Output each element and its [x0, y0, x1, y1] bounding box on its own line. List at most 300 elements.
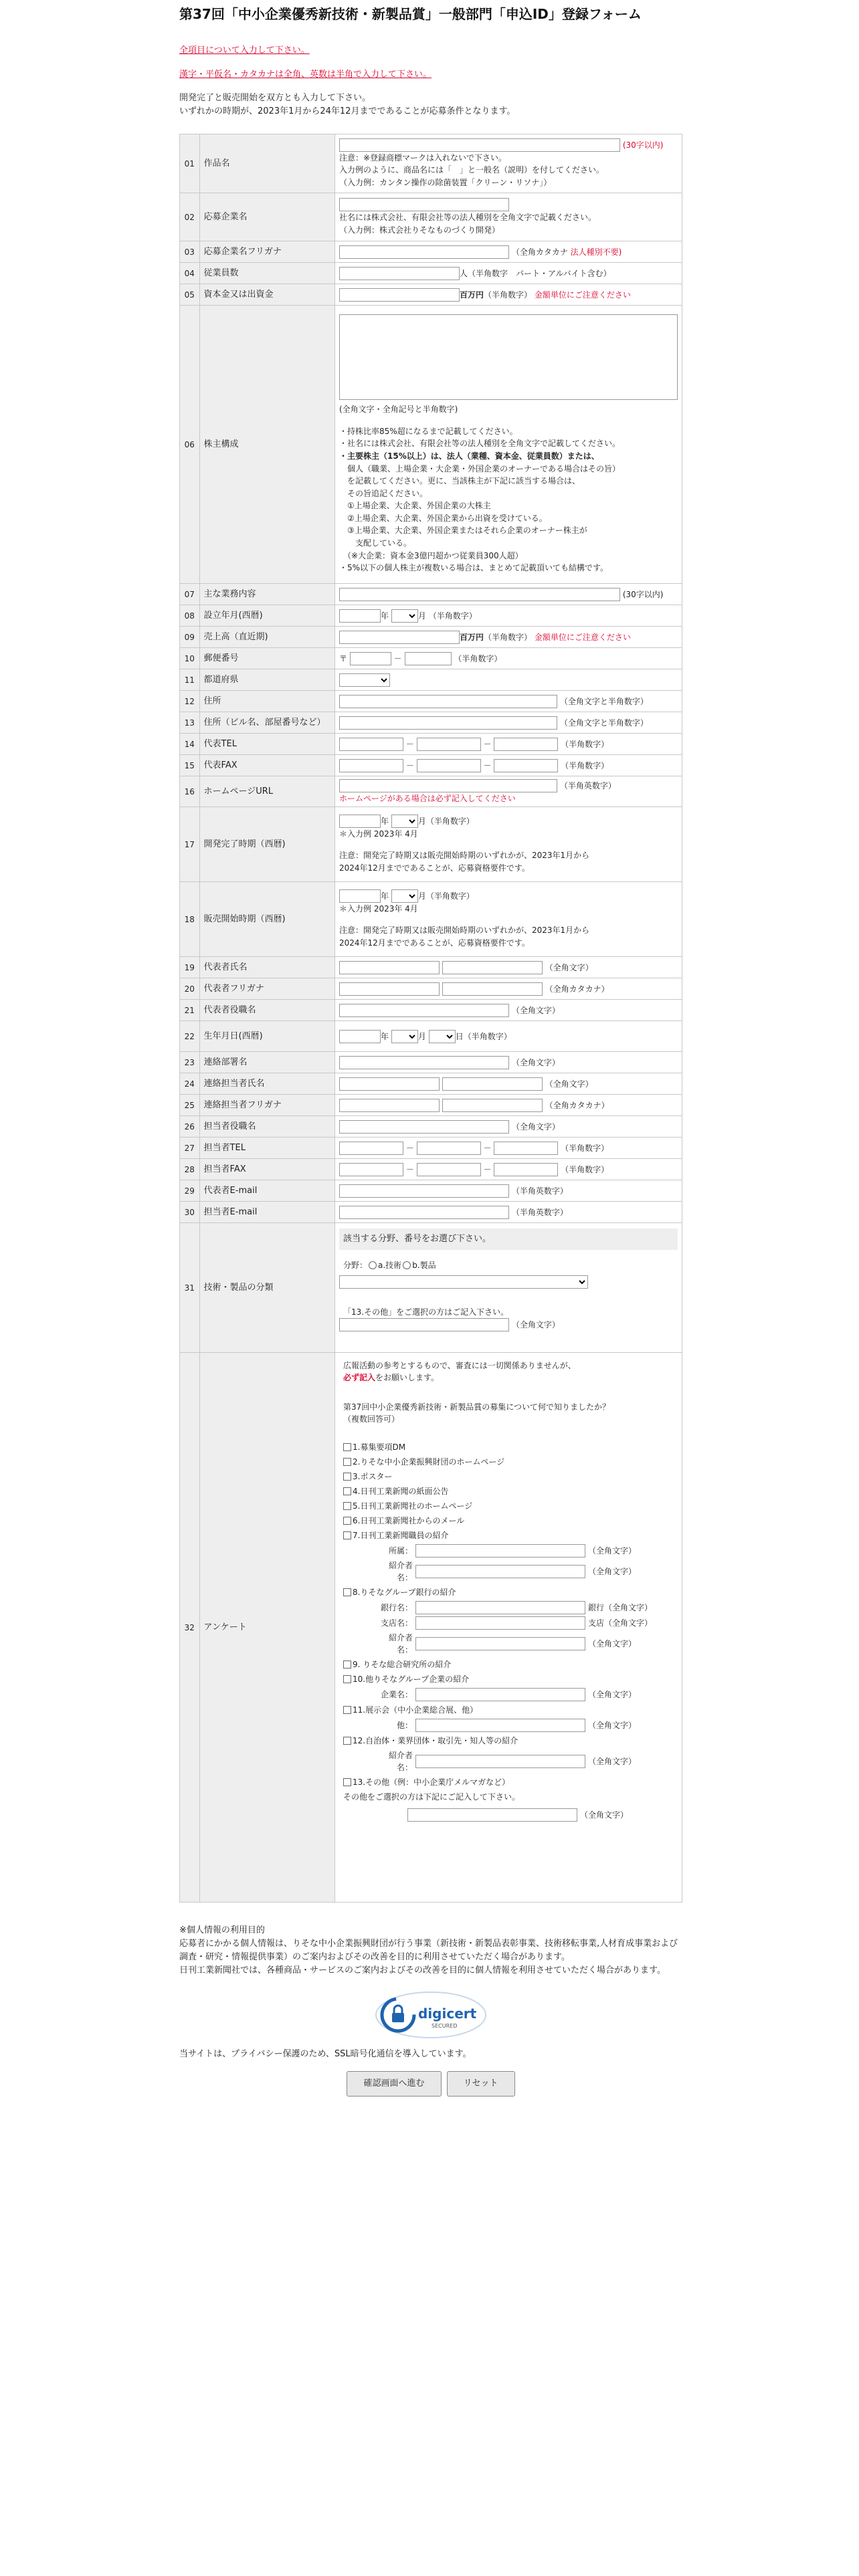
note-line: 社名には株式会社、有限会社等の法人種別を全角文字で記載ください。 — [339, 212, 597, 222]
note-line: 個人（職業、上場企業・大企業・外国企業のオーナーである場合はその旨） — [339, 463, 621, 473]
row-company-name — [180, 193, 682, 241]
dash: － — [483, 1143, 492, 1153]
row-label: 代表者E-mail — [199, 1180, 335, 1202]
dash: － — [483, 739, 492, 749]
contact-title-input[interactable] — [339, 1120, 509, 1134]
survey-question: 第37回中小企業優秀新技術・新製品賞の募集について何で知りましたか？ — [343, 1402, 611, 1412]
privacy-title: ※個人情報の利用目的 — [179, 1925, 265, 1935]
checkbox-opt11[interactable] — [343, 1706, 351, 1714]
opt7-dept-input[interactable] — [415, 1544, 585, 1558]
contact-email-input[interactable] — [339, 1206, 509, 1219]
birth-month-select[interactable] — [391, 1030, 418, 1043]
digicert-seal-icon[interactable] — [374, 1990, 488, 2040]
dash: － — [405, 760, 414, 770]
note-line: 入力例のように、商品名には「 」と一般名（説明）を付してください。 — [339, 165, 605, 175]
row-contact-email — [180, 1202, 682, 1223]
format-hint: （全角文字） — [545, 1079, 593, 1089]
day-label: 日 — [455, 1031, 464, 1041]
row-dev-complete — [180, 807, 682, 882]
row-label: 代表者氏名 — [199, 957, 335, 978]
page-title: 第37回「中小企業優秀新技術・新製品賞」一般部門「申込ID」登録フォーム — [179, 6, 642, 22]
sub-label: 紹介者名： — [388, 1633, 413, 1654]
unit-label: 百万円 — [460, 632, 484, 642]
format-hint: 人（半角数字 パート・アルバイト含む） — [460, 268, 611, 278]
row-number: 31 — [180, 1223, 200, 1353]
established-year-input[interactable] — [339, 609, 381, 623]
row-rep-name — [180, 957, 682, 978]
row-number: 01 — [180, 134, 200, 193]
opt10-company-input[interactable] — [415, 1688, 585, 1701]
opt6-label: 6.日刊工業新聞社からのメール — [353, 1516, 465, 1525]
privacy-text: 応募者にかかる個人情報は、りそな中小企業振興財団が行う事業（新技術・新製品表彰事業、技術移転事業,人材育成事業および調査・研究・情報提供事業）のご案内およびその改善を目的に利用させていただく場合があります。 — [179, 1939, 678, 1963]
row-label: 連絡担当者フリガナ — [199, 1095, 335, 1116]
note-line: （※大企業：資本金3億円超かつ従業員300人超） — [339, 550, 523, 560]
note-line: ③上場企業、大企業、外国企業またはそれら企業のオーナー株主が — [339, 526, 587, 536]
note-line: ・主要株主（15%以上）は、法人（業種、資本金、従業員数）または、 — [339, 451, 599, 461]
seal-sub-text: SECURED — [432, 2022, 458, 2029]
row-number: 18 — [180, 882, 200, 957]
row-business — [180, 584, 682, 605]
contact-last-furigana-input[interactable] — [339, 1099, 440, 1112]
format-hint: （全角文字） — [545, 962, 593, 972]
checkbox-opt3[interactable] — [343, 1473, 351, 1481]
company-name-input[interactable] — [339, 198, 509, 211]
opt1-label: 1.募集要項DM — [353, 1442, 406, 1452]
rep-first-name-input[interactable] — [442, 961, 543, 974]
example-text: ＊入力例 2023年 4月 — [339, 829, 418, 839]
row-number: 07 — [180, 584, 200, 605]
format-hint: （全角文字） — [588, 1567, 637, 1576]
seal-text: digicert — [418, 2005, 477, 2022]
note-line: 注意：※登録商標マークは入れないで下さい。 — [339, 152, 507, 163]
warning-text: 金額単位にご注意ください — [534, 632, 631, 642]
note-line: ・持株比率85%超になるまで記載してください。 — [339, 426, 518, 436]
row-shareholders — [180, 306, 682, 584]
sub-label: 銀行名： — [380, 1603, 413, 1612]
radio-technology-label: a.技術 — [378, 1260, 402, 1270]
contact-fax-3-input[interactable] — [494, 1163, 558, 1176]
row-contact-tel — [180, 1138, 682, 1159]
intro-line-1: 開発完了と販売開始を双方とも入力して下さい。 — [179, 93, 371, 103]
sub-label: 紹介者名： — [388, 1751, 413, 1772]
opt13-label: 13.その他（例：中小企業庁メルマガなど） — [353, 1778, 510, 1787]
row-homepage — [180, 776, 682, 807]
opt4-label: 4.日刊工業新聞の紙面公告 — [353, 1487, 449, 1496]
row-label: 代表FAX — [199, 755, 335, 776]
capital-input[interactable] — [339, 288, 460, 302]
category-heading: 該当する分野、番号をお選び下さい。 — [339, 1228, 678, 1250]
contact-dept-input[interactable] — [339, 1056, 509, 1069]
row-label: 都道府県 — [199, 669, 335, 691]
intro-text — [179, 92, 682, 118]
row-label: 住所（ビル名、部屋番号など） — [199, 712, 335, 734]
row-label: 応募企業名 — [199, 193, 335, 241]
fax-2-input[interactable] — [417, 759, 481, 772]
dash: － — [483, 1164, 492, 1174]
radio-product[interactable] — [403, 1261, 411, 1269]
format-hint: 銀行（全角文字） — [588, 1603, 653, 1612]
contact-tel-3-input[interactable] — [494, 1142, 558, 1155]
format-hint: （半角数字） — [561, 1164, 609, 1174]
form-page — [179, 0, 682, 2097]
row-label: ホームページURL — [199, 776, 335, 807]
checkbox-opt1[interactable] — [343, 1443, 351, 1451]
row-contact-title — [180, 1116, 682, 1138]
row-number: 21 — [180, 1000, 200, 1021]
note-line: ・5%以下の個人株主が複数いる場合は、まとめて記載頂いても結構です。 — [339, 563, 609, 573]
format-hint: （半角数字） — [561, 739, 609, 749]
checkbox-opt5[interactable] — [343, 1502, 351, 1510]
sub-label: 支店名： — [380, 1618, 413, 1628]
row-company-furigana — [180, 241, 682, 263]
opt7-referrer-input[interactable] — [415, 1565, 585, 1578]
row-label: 代表者役職名 — [199, 1000, 335, 1021]
field-label: 分野： — [343, 1260, 368, 1270]
note-line: 支配している。 — [339, 538, 412, 548]
format-hint: （半角数字） — [454, 653, 502, 663]
month-label: 月 — [417, 891, 426, 901]
prefecture-select[interactable] — [339, 673, 390, 687]
row-number: 17 — [180, 807, 200, 882]
row-number: 32 — [180, 1353, 200, 1903]
format-hint: （半角数字） — [561, 760, 609, 770]
format-hint: （全角文字） — [588, 1757, 637, 1766]
format-hint: （全角文字） — [511, 1319, 560, 1329]
example-text: ＊入力例 2023年 4月 — [339, 903, 418, 914]
row-rep-email — [180, 1180, 682, 1202]
note-line: 注意：開発完了時期又は販売開始時期のいずれかが、2023年1月から — [339, 926, 590, 936]
row-contact-fax — [180, 1159, 682, 1180]
format-hint: （全角文字） — [580, 1810, 629, 1820]
opt12-label: 12.自治体・業界団体・取引先・知人等の紹介 — [353, 1736, 518, 1745]
row-number: 15 — [180, 755, 200, 776]
postal-code-2-input[interactable] — [405, 652, 452, 665]
contact-tel-2-input[interactable] — [417, 1142, 481, 1155]
format-hint: （半角数字） — [425, 816, 474, 826]
row-sales-start — [180, 882, 682, 957]
format-hint: （半角数字） — [561, 1143, 609, 1153]
row-label: 担当者TEL — [199, 1138, 335, 1159]
row-sales — [180, 627, 682, 648]
note-line: 2024年12月までであることが、応募資格要件です。 — [339, 863, 530, 873]
sub-label: 企業名： — [380, 1690, 413, 1699]
row-label: 応募企業名フリガナ — [199, 241, 335, 263]
row-number: 06 — [180, 306, 200, 584]
row-label: 主な業務内容 — [199, 584, 335, 605]
format-hint: （全角文字） — [588, 1639, 637, 1648]
row-label: 代表TEL — [199, 734, 335, 755]
dash: － — [405, 739, 414, 749]
row-label: 従業員数 — [199, 263, 335, 284]
row-label: 連絡担当者氏名 — [199, 1073, 335, 1095]
note-line: （入力例：株式会社りそなものづくり開発） — [339, 225, 500, 235]
birth-day-select[interactable] — [429, 1030, 456, 1043]
opt9-label: 9. りそな総合研究所の紹介 — [353, 1660, 452, 1669]
row-number: 03 — [180, 241, 200, 263]
opt8-label: 8.りそなグループ銀行の紹介 — [353, 1588, 456, 1597]
format-hint: （半角英数字） — [559, 780, 616, 790]
sales-input[interactable] — [339, 631, 460, 644]
row-work-name — [180, 134, 682, 193]
rep-last-name-input[interactable] — [339, 961, 440, 974]
char-limit-hint: (30字以内) — [622, 589, 664, 599]
row-number: 30 — [180, 1202, 200, 1223]
note-line: を記載してください。更に、当該株主が下記に該当する場合は、 — [339, 476, 581, 486]
survey-required: 必ず記入 — [343, 1373, 376, 1382]
month-label: 月 — [417, 611, 426, 621]
note-line: ・社名には株式会社、有限会社等の法人種別を全角文字で記載してください。 — [339, 439, 621, 449]
checkbox-opt2[interactable] — [343, 1458, 351, 1466]
contact-last-name-input[interactable] — [339, 1077, 440, 1091]
sub-label: 他： — [396, 1721, 413, 1730]
format-hint: （半角英数字） — [511, 1207, 568, 1217]
checkbox-opt8[interactable] — [343, 1588, 351, 1596]
row-employees — [180, 263, 682, 284]
note-line: （入力例：カンタン操作の除菌装置「クリーン・リソナ」） — [339, 177, 552, 187]
row-number: 20 — [180, 978, 200, 1000]
row-category — [180, 1223, 682, 1353]
row-label: 住所 — [199, 691, 335, 712]
dash: － — [405, 1143, 414, 1153]
opt5-label: 5.日刊工業新聞社のホームページ — [353, 1501, 473, 1511]
row-birthdate — [180, 1021, 682, 1052]
row-label: 売上高（直近期) — [199, 627, 335, 648]
sub-label: 紹介者名： — [388, 1561, 413, 1582]
checkbox-opt10[interactable] — [343, 1675, 351, 1683]
row-label: 生年月日(西暦) — [199, 1021, 335, 1052]
rep-email-input[interactable] — [339, 1184, 509, 1198]
row-number: 05 — [180, 284, 200, 306]
row-label: 設立年月(西暦) — [199, 605, 335, 627]
warning-text: ホームページがある場合は必ず記入してください — [339, 793, 516, 803]
birth-year-input[interactable] — [339, 1030, 381, 1043]
homepage-input[interactable] — [339, 779, 557, 792]
dash: － — [393, 653, 402, 663]
contact-first-furigana-input[interactable] — [442, 1099, 543, 1112]
established-month-select[interactable] — [391, 609, 418, 623]
format-hint: （全角カタカナ — [511, 247, 568, 257]
row-label: 資本金又は出資金 — [199, 284, 335, 306]
survey-question-note: （複数回答可） — [343, 1414, 400, 1424]
privacy-text-2: 日刊工業新聞社では、各種商品・サービスのご案内およびその改善を目的に個人情報を利用させていただく場合があります。 — [179, 1965, 666, 1976]
building-input[interactable] — [339, 716, 557, 730]
warning-text: 金額単位にご注意ください — [534, 290, 631, 300]
checkbox-opt12[interactable] — [343, 1737, 351, 1745]
rep-first-furigana-input[interactable] — [442, 982, 543, 996]
format-hint: （半角数字） — [428, 611, 477, 621]
row-number: 25 — [180, 1095, 200, 1116]
row-capital — [180, 284, 682, 306]
row-number: 29 — [180, 1180, 200, 1202]
category-other-input[interactable] — [339, 1318, 509, 1331]
tel-1-input[interactable] — [339, 738, 403, 751]
privacy-section — [179, 1924, 682, 1978]
contact-first-name-input[interactable] — [442, 1077, 543, 1091]
opt11-other-input[interactable] — [415, 1719, 585, 1732]
format-hint: （半角数字） — [463, 1031, 512, 1041]
checkbox-opt4[interactable] — [343, 1487, 351, 1495]
format-hint: （全角文字） — [588, 1546, 637, 1555]
address-input[interactable] — [339, 695, 557, 708]
fax-1-input[interactable] — [339, 759, 403, 772]
row-number: 19 — [180, 957, 200, 978]
business-input[interactable] — [339, 588, 620, 601]
checkbox-opt13[interactable] — [343, 1778, 351, 1786]
row-number: 08 — [180, 605, 200, 627]
opt2-label: 2.りそな中小企業振興財団のホームページ — [353, 1457, 505, 1467]
format-hint: （半角英数字） — [511, 1186, 568, 1196]
row-survey — [180, 1353, 682, 1903]
row-label: 担当者FAX — [199, 1159, 335, 1180]
row-prefecture — [180, 669, 682, 691]
format-hint: （半角数字） — [484, 632, 533, 642]
opt3-label: 3.ポスター — [353, 1472, 393, 1481]
format-hint: （全角文字） — [588, 1721, 637, 1730]
format-hint: （全角カタカナ） — [545, 1100, 609, 1110]
tel-2-input[interactable] — [417, 738, 481, 751]
survey-intro: 広報活動の参考とするもので、審査には一切関係ありませんが、 — [343, 1361, 576, 1370]
confirm-button[interactable]: 確認画面へ進む — [347, 2071, 441, 2097]
opt12-referrer-input[interactable] — [415, 1755, 585, 1768]
opt8-branch-input[interactable] — [415, 1616, 585, 1630]
notice-charset: 漢字・平仮名・カタカナは全角、英数は半角で入力して下さい。 — [179, 69, 432, 80]
postal-mark: 〒 — [339, 653, 348, 663]
row-number: 02 — [180, 193, 200, 241]
row-rep-furigana — [180, 978, 682, 1000]
row-label: 担当者役職名 — [199, 1116, 335, 1138]
note-line: 2024年12月までであることが、応募資格要件です。 — [339, 938, 530, 948]
survey-intro-2: をお願いします。 — [375, 1373, 440, 1382]
contact-tel-1-input[interactable] — [339, 1142, 403, 1155]
sub-label: 所属： — [388, 1546, 413, 1555]
opt11-label: 11.展示会（中小企業総合展、他） — [353, 1705, 478, 1715]
dash: － — [483, 760, 492, 770]
row-label: 株主構成 — [199, 306, 335, 584]
other-note: 「13.その他」をご選択の方はご記入下さい。 — [343, 1307, 509, 1317]
row-label: 代表者フリガナ — [199, 978, 335, 1000]
month-label: 月 — [417, 816, 426, 826]
dev-year-input[interactable] — [339, 815, 381, 828]
char-limit-hint: (30字以内) — [622, 140, 664, 150]
row-label: 連絡部署名 — [199, 1052, 335, 1073]
row-postal — [180, 648, 682, 669]
row-label: 開発完了時期（西暦) — [199, 807, 335, 882]
year-label: 年 — [381, 611, 389, 621]
row-number: 28 — [180, 1159, 200, 1180]
row-number: 04 — [180, 263, 200, 284]
checkbox-opt9[interactable] — [343, 1660, 351, 1669]
tel-3-input[interactable] — [494, 738, 558, 751]
format-hint: （全角文字） — [511, 1121, 560, 1132]
row-contact-name — [180, 1073, 682, 1095]
format-hint: 支店（全角文字） — [588, 1618, 653, 1628]
row-number: 26 — [180, 1116, 200, 1138]
row-address — [180, 691, 682, 712]
note-line: (全角文字・全角記号と半角数字) — [339, 405, 458, 415]
rep-last-furigana-input[interactable] — [339, 982, 440, 996]
contact-fax-2-input[interactable] — [417, 1163, 481, 1176]
note-line: ①上場企業、大企業、外国企業の大株主 — [339, 501, 491, 511]
row-number: 11 — [180, 669, 200, 691]
checkbox-opt7[interactable] — [343, 1531, 351, 1539]
opt7-label: 7.日刊工業新聞職員の紹介 — [353, 1531, 449, 1540]
registration-form-table — [179, 134, 682, 1903]
format-hint: （全角文字と半角数字） — [559, 718, 648, 728]
row-number: 10 — [180, 648, 200, 669]
warning-text: 法人種別不要) — [570, 247, 622, 257]
opt10-label: 10.他りそなグループ企業の紹介 — [353, 1675, 470, 1684]
sales-start-year-input[interactable] — [339, 889, 381, 903]
row-label: アンケート — [199, 1353, 335, 1903]
opt13-note: その他をご選択の方は下記にご記入して下さい。 — [343, 1792, 520, 1802]
format-hint: （半角数字） — [484, 290, 533, 300]
employees-input[interactable] — [339, 267, 460, 280]
month-label: 月 — [417, 1031, 426, 1041]
sales-start-month-select[interactable] — [391, 889, 418, 903]
company-furigana-input[interactable] — [339, 245, 509, 259]
row-contact-furigana — [180, 1095, 682, 1116]
dash: － — [405, 1164, 414, 1174]
format-hint: （全角文字） — [511, 1005, 560, 1015]
row-rep-title — [180, 1000, 682, 1021]
unit-label: 百万円 — [460, 290, 484, 300]
reset-button[interactable]: リセット — [447, 2071, 515, 2097]
row-number: 12 — [180, 691, 200, 712]
row-number: 27 — [180, 1138, 200, 1159]
format-hint: （全角カタカナ） — [545, 984, 609, 994]
dev-month-select[interactable] — [391, 815, 418, 828]
notice-all-fields: 全項目について入力して下さい。 — [179, 45, 310, 56]
work-name-input[interactable] — [339, 138, 620, 152]
radio-product-label: b.製品 — [412, 1260, 436, 1270]
format-hint: （半角数字） — [425, 891, 474, 901]
row-label: 技術・製品の分類 — [199, 1223, 335, 1353]
row-tel — [180, 734, 682, 755]
row-number: 23 — [180, 1052, 200, 1073]
note-line: ②上場企業、大企業、外国企業から出資を受けている。 — [339, 513, 547, 523]
row-label: 郵便番号 — [199, 648, 335, 669]
opt13-other-input[interactable] — [407, 1808, 577, 1822]
form-buttons — [179, 2071, 682, 2097]
opt8-bank-input[interactable] — [415, 1601, 585, 1614]
year-label: 年 — [381, 816, 389, 826]
shareholders-textarea[interactable] — [339, 314, 678, 400]
row-number: 09 — [180, 627, 200, 648]
row-address-building — [180, 712, 682, 734]
row-label: 作品名 — [199, 134, 335, 193]
checkbox-opt6[interactable] — [343, 1517, 351, 1525]
row-number: 14 — [180, 734, 200, 755]
row-number: 16 — [180, 776, 200, 807]
format-hint: （全角文字と半角数字） — [559, 696, 648, 706]
fax-3-input[interactable] — [494, 759, 558, 772]
row-established — [180, 605, 682, 627]
note-line: 注意：開発完了時期又は販売開始時期のいずれかが、2023年1月から — [339, 851, 590, 861]
row-number: 22 — [180, 1021, 200, 1052]
postal-code-1-input[interactable] — [350, 652, 391, 665]
category-select[interactable] — [339, 1275, 588, 1289]
row-label: 担当者E-mail — [199, 1202, 335, 1223]
row-number: 24 — [180, 1073, 200, 1095]
rep-title-input[interactable] — [339, 1004, 509, 1017]
row-number: 13 — [180, 712, 200, 734]
row-contact-dept — [180, 1052, 682, 1073]
contact-fax-1-input[interactable] — [339, 1163, 403, 1176]
ssl-notice: 当サイトは、プライバシー保護のため、SSL暗号化通信を導入しています。 — [179, 2048, 472, 2059]
radio-technology[interactable] — [369, 1261, 377, 1269]
format-hint: （全角文字） — [588, 1690, 637, 1699]
opt8-referrer-input[interactable] — [415, 1637, 585, 1650]
